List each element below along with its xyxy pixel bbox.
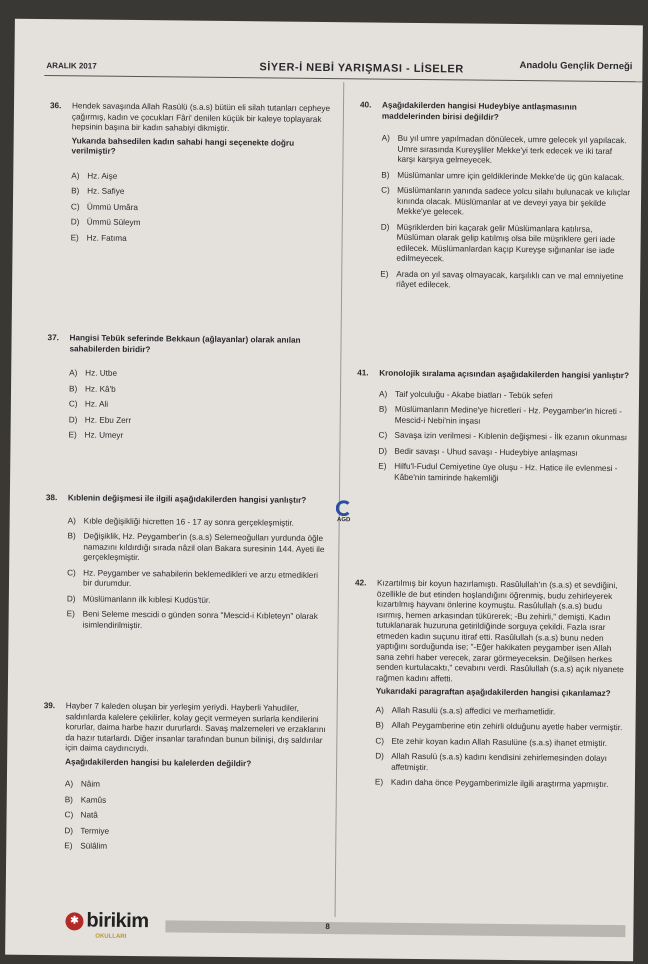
option-text: Allah Peygamberine etin zehirli olduğunu ayetle haber vermiştir. [391, 720, 623, 733]
option-text: Nâim [80, 779, 101, 789]
question-number: 38. [45, 493, 58, 503]
option-text: Kadın daha önce Peygamberimizle ilgili araştırma yapmıştır. [390, 777, 609, 789]
option-text: Natâ [80, 810, 98, 820]
page-footer [25, 909, 625, 945]
option-letter: E) [64, 841, 73, 851]
question-39 [43, 701, 328, 854]
question-number: 41. [357, 368, 369, 378]
question-40 [359, 100, 632, 293]
option-letter: B) [71, 186, 80, 196]
option-letter: E) [374, 777, 384, 787]
option-a[interactable] [65, 779, 327, 792]
option-letter: B) [378, 404, 388, 414]
option-a[interactable] [68, 516, 330, 529]
option-letter: D) [378, 446, 388, 456]
option-letter: D) [375, 751, 384, 761]
option-b[interactable] [375, 721, 625, 734]
option-letter: B) [69, 383, 78, 393]
option-text: Bu yıl umre yapılmadan dönülecek, umre gelecek yıl yapılacak. Umre sırasında Kureyşliler Mekke'yi terk edecek ve iki taraf karşı karşıya gelmeyecek. [397, 133, 627, 165]
option-text: Hz. Safiye [87, 186, 125, 196]
option-text: Ümmü Umâra [86, 202, 138, 212]
question-prompt: Aşağıdakilerden hangisi Hudeybiye antlaşmasının maddelerinden birisi değildir? [381, 100, 577, 122]
header-date: ARALIK 2017 [46, 61, 97, 71]
birikim-logo [65, 909, 148, 933]
option-d[interactable] [378, 446, 628, 459]
option-b[interactable] [65, 795, 327, 808]
header-title: SİYER-İ NEBİ YARIŞMASI - LİSELER [259, 61, 464, 76]
option-text: Müslümanların yanında sadece yolcu silahı bulunacak ve kılıçlar kınında olacak. Müslümanlar at ve deveyi yaya bir şekilde Mekke'ye gelecek. [396, 185, 631, 217]
option-letter: C) [67, 567, 76, 577]
option-letter: D) [70, 217, 80, 227]
question-prompt: Hangisi Tebük seferinde Bekkaun (ağlayanlar) olarak anılan sahabilerden biridir? [69, 333, 301, 354]
option-c[interactable] [65, 810, 327, 823]
question-number: 39. [43, 701, 56, 711]
agd-logo-icon [336, 500, 352, 516]
option-e[interactable] [378, 462, 628, 486]
question-38 [45, 493, 330, 633]
option-c[interactable] [375, 736, 625, 749]
option-text: Hz. Ali [84, 399, 109, 409]
option-text: Müslümanların Medine'ye hicretleri - Hz. Peygamber'in hicreti - Mescid-i Nebi'nin inşası [394, 404, 622, 426]
option-e[interactable] [64, 841, 326, 854]
option-text: Hz. Aişe [87, 171, 118, 181]
option-d[interactable] [69, 415, 331, 428]
page-number: 8 [325, 922, 330, 932]
option-letter: E) [66, 609, 75, 619]
exam-page [5, 19, 643, 962]
option-text: Hilfu'l-Fudul Cemiyetine üye oluşu - Hz. Hatice ile evlenmesi - Kâbe'nin tamirinde hakemliği [394, 461, 618, 483]
option-c[interactable] [381, 186, 631, 220]
option-text: Hz. Umeyr [84, 430, 124, 440]
option-c[interactable] [69, 399, 331, 412]
option-a[interactable] [71, 171, 333, 184]
question-number: 40. [359, 100, 372, 110]
option-text: Sülâlim [80, 841, 108, 851]
option-text: Müslümanlar umre için geldiklerinde Mekke'de üç gün kalacak. [397, 170, 625, 182]
option-text: Hz. Fatıma [86, 233, 127, 243]
option-e[interactable] [375, 778, 625, 791]
option-d[interactable] [380, 222, 630, 267]
option-d[interactable] [375, 752, 625, 776]
option-c[interactable] [67, 568, 329, 592]
option-text: Hz. Peygamber ve sahabilerin beklemedikleri ve arzu etmedikleri bir durumdur. [82, 567, 318, 588]
question-41 [357, 368, 630, 486]
left-column [43, 101, 334, 851]
option-text: Hz. Ebu Zerr [84, 414, 132, 425]
option-a[interactable] [69, 368, 331, 381]
question-37 [47, 333, 332, 443]
page-header [44, 59, 642, 82]
option-letter: A) [375, 705, 384, 715]
option-letter: A) [378, 389, 388, 399]
option-letter: C) [64, 810, 74, 820]
option-text: Ümmü Süleym [86, 217, 141, 228]
option-text: Hz. Kâ'b [85, 383, 116, 394]
question-stem: Kızartılmış bir koyun hazırlamıştı. Rasûlullah'ın (s.a.s) et sevdiğini, özellikle de but etinden hoşlandığını öğrenmiş, budu zehirleyerek kızartılmış hayvanı önlerine koymuştu. Rasûlullah (s.a.s) budu ısırmış, hemen arkasından tükürerek; -Bu zehirli," demişti. Kadın tutuklanarak huzuruna getirildiğinde sorguya çekildi. Fazla ısrar etmeden kadın suçunu itiraf etti. Rasûlullah (s.a.s) bunu neden yaptığını sorduğunda ise; "-Eğer hakikaten peygamber isen Allah sana zehri haber verecek, zarar görmeyeceksin. Değilsen herkes senden kurtulacaktı," cevabını verdi. Rasûlullah (s.a.s) açık niyanete rağmen kadını affetti. [375, 578, 624, 683]
option-e[interactable] [67, 609, 329, 633]
option-letter: D) [68, 414, 78, 424]
birikim-logo-icon: ✱ [65, 912, 83, 930]
question-prompt: Yukarıda bahsedilen kadın sahabi hangi seçenekte doğru verilmiştir? [71, 135, 295, 156]
option-letter: D) [380, 222, 390, 232]
option-b[interactable] [71, 186, 333, 199]
option-b[interactable] [67, 531, 329, 565]
option-d[interactable] [64, 826, 326, 839]
option-e[interactable] [380, 269, 630, 293]
option-text: Allah Rasulü (s.a.s) kadını kendisini zehirlemesinden dolayı affetmiştir. [391, 751, 607, 772]
option-letter: B) [64, 794, 73, 804]
question-prompt: Kıblenin değişmesi ile ilgili aşağıdakilerden hangisi yanlıştır? [67, 493, 307, 505]
agd-badge [332, 500, 356, 523]
question-prompt: Aşağıdakilerden hangisi bu kalelerden değildir? [65, 756, 252, 768]
question-number: 37. [47, 333, 60, 343]
option-e[interactable] [69, 430, 331, 443]
question-number: 36. [49, 101, 62, 111]
option-letter: E) [70, 232, 79, 242]
agd-label: AGD [336, 517, 351, 524]
option-text: Hz. Utbe [85, 368, 118, 378]
footer-bar [165, 920, 625, 937]
option-text: Kamûs [80, 794, 107, 805]
question-prompt: Yukarıdaki paragraftan aşağıdakilerden hangisi çıkarılamaz? [375, 686, 611, 699]
option-b[interactable] [379, 405, 629, 429]
option-text: Kıble değişikliği hicretten 16 - 17 ay sonra gerçekleşmiştir. [83, 515, 294, 528]
option-a[interactable] [381, 134, 631, 168]
question-prompt: Kronolojik sıralama açısından aşağıdakilerden hangisi yanlıştır? [379, 368, 630, 381]
brand-sub: OKULLARI [95, 933, 127, 940]
option-text: Müşriklerden biri kaçarak gelir Müslümanlara katılırsa, Müslüman olarak gelip katılmış olsa bile müşriklere geri iade edilecek. Müslümanlardan kaçıp Kureyşe sığınanlar ise iade edilmeyecek. [396, 222, 616, 264]
option-letter: A) [64, 779, 74, 789]
option-letter: A) [69, 368, 78, 378]
option-letter: C) [68, 399, 78, 409]
question-42 [354, 578, 627, 791]
option-letter: B) [381, 170, 390, 180]
option-letter: C) [378, 430, 388, 440]
option-c[interactable] [71, 202, 333, 215]
option-letter: D) [64, 825, 74, 835]
question-number: 42. [354, 578, 367, 588]
option-letter: E) [68, 430, 77, 440]
option-d[interactable] [71, 217, 333, 230]
option-letter: B) [67, 531, 76, 541]
question-stem: Hayber 7 kaleden oluşan bir yerleşim yeriydi. Hayberli Yahudiler, saldırılarda kalelere çekilirler, kolay geçit vermeyen surlarla kendilerini korurlar, daima harbe hazır dururlardı. Savaş malzemeleri ve erzaklarını da hazır tutarlardı. Diğer insanlar tarafından bunun bilinişi, dış saldırılar için daima caydırıcıydı. [65, 701, 326, 754]
option-letter: C) [70, 201, 80, 211]
option-letter: E) [380, 269, 389, 279]
option-d[interactable] [67, 594, 329, 607]
option-text: Termiye [80, 825, 110, 836]
option-letter: D) [66, 593, 76, 603]
option-text: Değişiklik, Hz. Peygamber'in (s.a.s) Selemeoğulları yurdunda öğle namazını kıldırdığı sırada nâzil olan Bakara suresinin 144. Ayeti ile gerçekleşmiştir. [83, 531, 325, 563]
option-c[interactable] [379, 431, 629, 444]
option-letter: A) [381, 133, 390, 143]
option-text: Müslümanların ilk kıblesi Kudüs'tür. [82, 593, 211, 605]
option-text: Arada on yıl savaş olmayacak, karşılıklı can ve mal emniyetine riâyet edilecek. [396, 269, 624, 290]
option-a[interactable] [379, 389, 629, 402]
option-text: Bedir savaşı - Uhud savaşı - Hudeybiye anlaşması [394, 446, 578, 458]
option-a[interactable] [376, 705, 626, 718]
option-letter: C) [381, 185, 390, 195]
option-text: Taif yolculuğu - Akabe biatları - Tebük seferi [394, 389, 553, 400]
option-b[interactable] [69, 384, 331, 397]
right-column [354, 100, 632, 789]
option-letter: E) [378, 461, 387, 471]
header-org: Anadolu Gençlik Derneği [519, 60, 633, 73]
option-letter: C) [375, 736, 385, 746]
option-e[interactable] [71, 233, 333, 246]
option-letter: A) [67, 515, 76, 525]
question-36 [49, 101, 334, 246]
option-b[interactable] [381, 170, 631, 183]
option-text: Beni Seleme mescidi o günden sonra "Mescid-i Kıbleteyn" olarak isimlendirilmiştir. [82, 609, 318, 630]
brand-name: birikim [86, 909, 149, 933]
question-stem: Hendek savaşında Allah Rasülü (s.a.s) bütün eli silah tutanları cepheye çağırmış, kadın ve çocukları Fâri' denilen küçük bir kaleye toplayarak hepsinin başına bir kadın sahabiyi dikmiştir. [71, 101, 331, 133]
option-letter: B) [375, 720, 384, 730]
option-text: Ete zehir koyan kadın Allah Rasulüne (s.a.s) ihanet etmiştir. [391, 736, 608, 748]
option-text: Savaşa izin verilmesi - Kıblenin değişmesi - İlk ezanın okunması [394, 430, 628, 443]
option-text: Allah Rasulü (s.a.s) affedici ve merhametlidir. [391, 705, 556, 716]
option-letter: A) [71, 170, 80, 180]
